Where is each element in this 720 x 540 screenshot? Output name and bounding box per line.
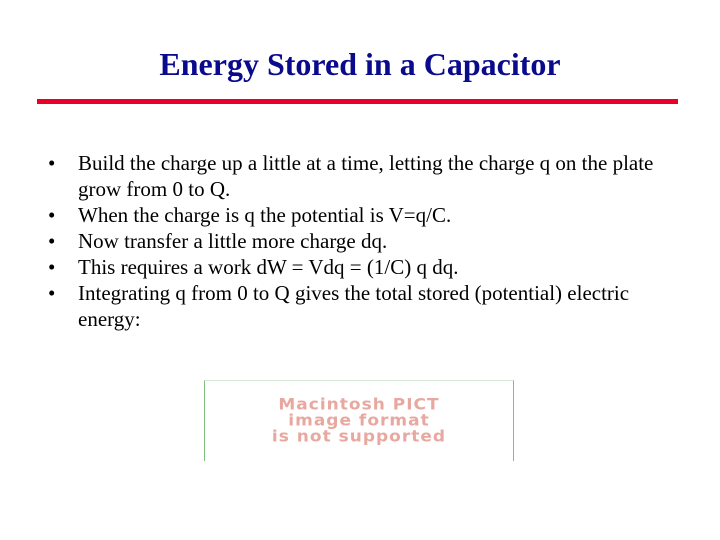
bullet-item: [48, 254, 668, 280]
placeholder-line: is not supported: [271, 427, 447, 447]
placeholder-text-block: [205, 397, 513, 445]
placeholder-line: Macintosh PICT: [278, 395, 440, 415]
bullet-text: Build the charge up a little at a time, letting the charge q on the plate grow from 0 to Q.: [78, 151, 654, 201]
unsupported-image-placeholder: [204, 380, 514, 461]
bullet-icon: •: [48, 203, 56, 227]
bullet-text: This requires a work dW = Vdq = (1/C) q dq.: [78, 255, 459, 279]
bullet-text: Integrating q from 0 to Q gives the total stored (potential) electric energy:: [78, 281, 630, 331]
bullet-icon: •: [48, 151, 56, 175]
bullet-item: [48, 150, 668, 202]
bullet-icon: •: [48, 255, 56, 279]
bullet-text: Now transfer a little more charge dq.: [78, 229, 388, 253]
placeholder-line: image format: [288, 411, 430, 431]
slide-title: Energy Stored in a Capacitor: [159, 46, 561, 82]
bullet-item: [48, 202, 668, 228]
bullet-icon: •: [48, 229, 56, 253]
bullet-icon: •: [48, 281, 56, 305]
bullet-item: [48, 280, 668, 332]
bullet-list: [48, 150, 668, 332]
title-divider: [37, 99, 678, 104]
bullet-text: When the charge is q the potential is V=q/C.: [78, 203, 452, 227]
bullet-item: [48, 228, 668, 254]
